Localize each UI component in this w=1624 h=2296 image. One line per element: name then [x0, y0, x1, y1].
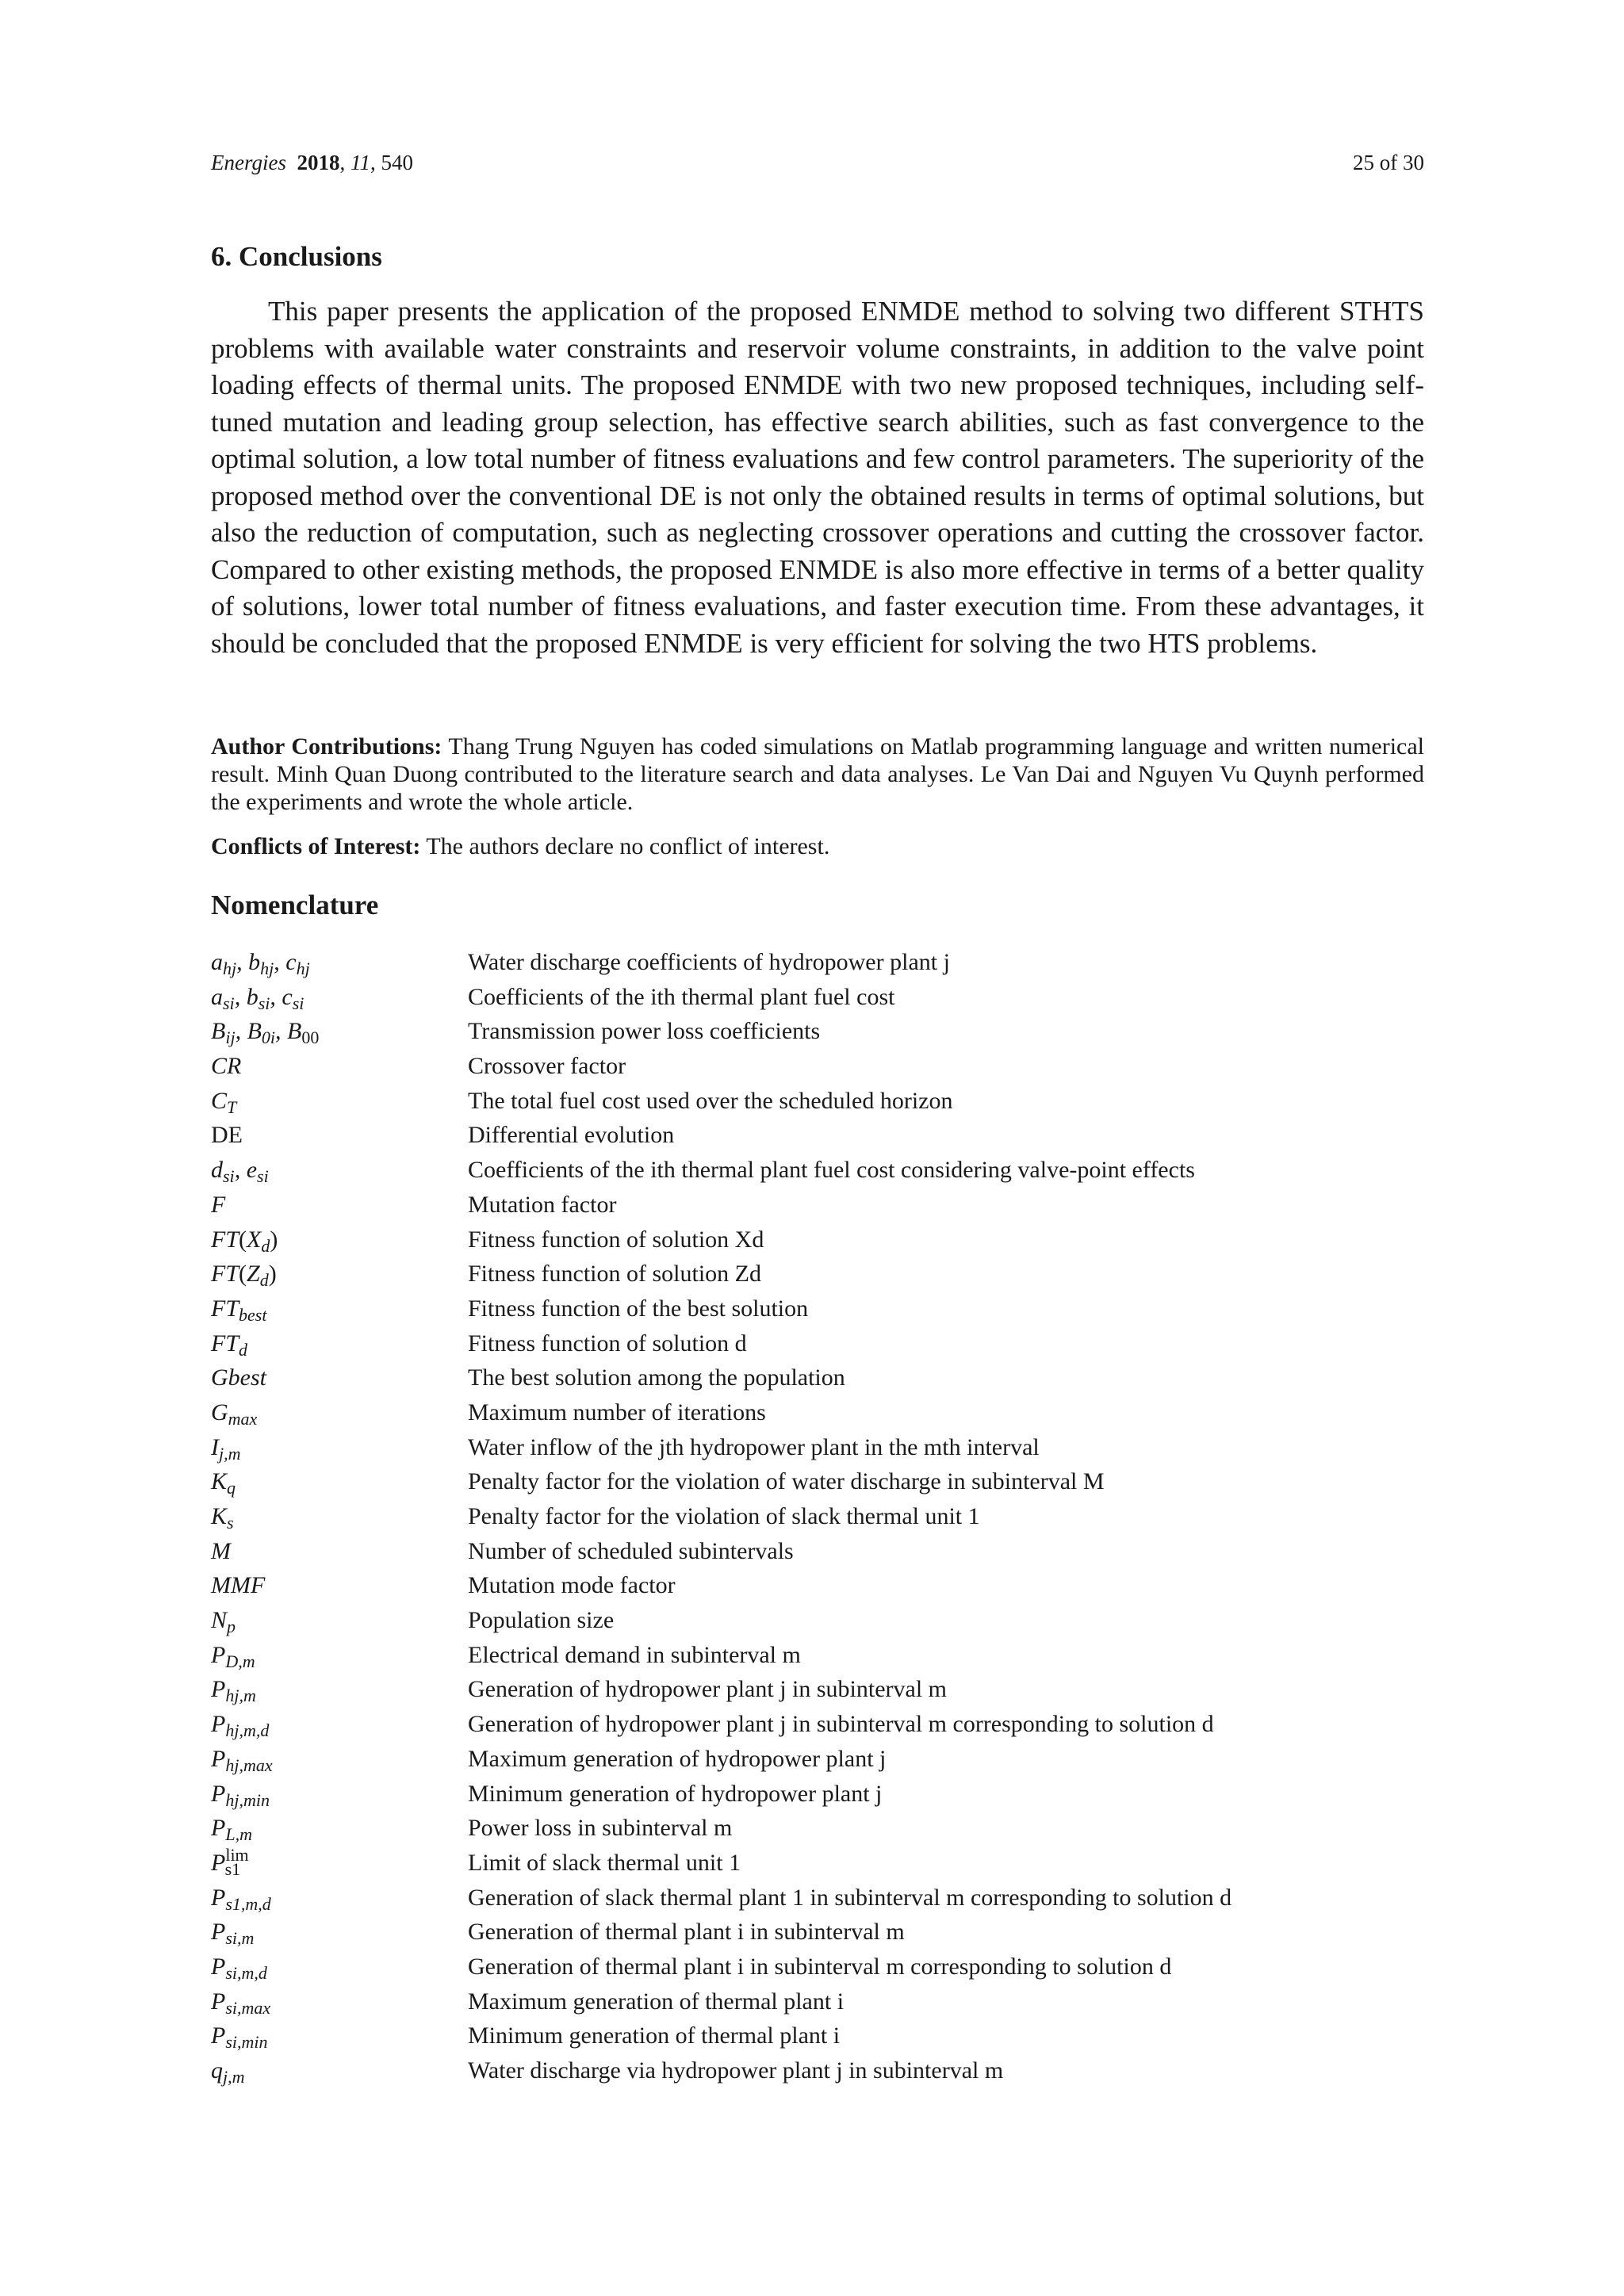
- nomenclature-definition: Crossover factor: [468, 1053, 626, 1080]
- nomenclature-row: [211, 1811, 1424, 1846]
- nomenclature-symbol: $P^{lim}_{s1}$: [211, 1844, 249, 1879]
- nomenclature-row: [211, 1846, 1424, 1881]
- nomenclature-row: [211, 1777, 1424, 1812]
- nomenclature-definition: Generation of hydropower plant j in subinterval m corresponding to solution d: [468, 1711, 1214, 1738]
- page-header: [211, 151, 1424, 182]
- nomenclature-definition: Penalty factor for the violation of water discharge in subinterval M: [468, 1468, 1105, 1495]
- contributions-text: Thang Trung Nguyen has coded simulations on Matlab programming language and written numerical result. Minh Quan Duong contributed to the literature search and data analyses. Le Van Dai and Nguyen Vu Quynh performed the experiments and wrote the whole article.: [211, 733, 1424, 815]
- article-number: 540: [381, 151, 413, 174]
- nomenclature-row: [211, 1395, 1424, 1430]
- nomenclature-row: [211, 1118, 1424, 1153]
- nomenclature-symbol: $C_T$: [211, 1087, 237, 1117]
- nomenclature-symbol: $a_{si}$, $b_{si}$, $c_{si}$: [211, 983, 304, 1013]
- nomenclature-symbol: F: [211, 1191, 226, 1218]
- journal-volume: 11: [350, 151, 370, 174]
- nomenclature-row: [211, 1188, 1424, 1223]
- nomenclature-symbol: $P_{hj,min}$: [211, 1780, 270, 1810]
- nomenclature-symbol: M: [211, 1537, 231, 1564]
- nomenclature-symbol: $P_{s1,m,d}$: [211, 1884, 271, 1914]
- nomenclature-symbol: $K_q$: [211, 1468, 236, 1498]
- nomenclature-symbol: $P_{D,m}$: [211, 1641, 255, 1671]
- section-title: 6. Conclusions: [211, 241, 382, 272]
- nomenclature-row: [211, 1084, 1424, 1119]
- nomenclature-title: Nomenclature: [211, 890, 379, 920]
- nomenclature-row: [211, 1603, 1424, 1638]
- nomenclature-definition: Number of scheduled subintervals: [468, 1537, 794, 1564]
- conclusion-paragraph: This paper presents the application of the proposed ENMDE method to solving two different STHTS problems with available water constraints and reservoir volume constraints, in addition to the valve point loading effects of thermal units. The proposed ENMDE with two new proposed techniques, including self-tuned mutation and leading group selection, has effective search abilities, such as fast convergence to the optimal solution, a low total number of fitness evaluations and few control parameters. The superiority of the proposed method over the conventional DE is not only the obtained results in terms of optimal solutions, but also the reduction of computation, such as neglecting crossover operations and cutting the crossover factor. Compared to other existing methods, the proposed ENMDE is also more effective in terms of a better quality of solutions, lower total number of fitness evaluations, and faster execution time. From these advantages, it should be concluded that the proposed ENMDE is very efficient for solving the two HTS problems.: [211, 296, 1424, 659]
- nomenclature-row: [211, 1534, 1424, 1569]
- journal-year: 2018: [297, 151, 340, 174]
- nomenclature-definition: Water discharge via hydropower plant j in subinterval m: [468, 2057, 1004, 2084]
- nomenclature-row: [211, 1153, 1424, 1188]
- nomenclature-definition: Generation of slack thermal plant 1 in subinterval m corresponding to solution d: [468, 1884, 1232, 1911]
- nomenclature-row: [211, 1881, 1424, 1915]
- nomenclature-definition: Mutation factor: [468, 1191, 617, 1218]
- nomenclature-row: [211, 1672, 1424, 1707]
- nomenclature-definition: Fitness function of solution d: [468, 1330, 747, 1357]
- nomenclature-row: [211, 1742, 1424, 1777]
- nomenclature-symbol: $d_{si}$, $e_{si}$: [211, 1157, 269, 1187]
- nomenclature-definition: The total fuel cost used over the scheduled horizon: [468, 1087, 953, 1114]
- nomenclature-definition: Transmission power loss coefficients: [468, 1018, 821, 1045]
- nomenclature-symbol: MMF: [211, 1572, 266, 1599]
- nomenclature-row: [211, 1499, 1424, 1534]
- nomenclature-symbol: $q_{j,m}$: [211, 2057, 245, 2087]
- nomenclature-symbol: $P_{si,min}$: [211, 2022, 268, 2053]
- nomenclature-row: [211, 1360, 1424, 1395]
- nomenclature-definition: Generation of thermal plant i in subinterval m corresponding to solution d: [468, 1953, 1172, 1980]
- nomenclature-row: [211, 1326, 1424, 1361]
- nomenclature-symbol: $P_{L,m}$: [211, 1815, 252, 1845]
- nomenclature-row: [211, 1464, 1424, 1499]
- nomenclature-row: [211, 1638, 1424, 1673]
- nomenclature-definition: Water inflow of the jth hydropower plant in the mth interval: [468, 1433, 1040, 1460]
- nomenclature-row: [211, 1257, 1424, 1292]
- nomenclature-symbol: $P_{si,max}$: [211, 1988, 271, 2018]
- nomenclature-row: [211, 1014, 1424, 1049]
- nomenclature-row: [211, 980, 1424, 1015]
- nomenclature-row: [211, 1568, 1424, 1603]
- nomenclature-symbol: $FT_{best}$: [211, 1295, 267, 1325]
- nomenclature-symbol: $a_{hj}$, $b_{hj}$, $c_{hj}$: [211, 949, 310, 978]
- nomenclature-row: [211, 1950, 1424, 1984]
- nomenclature-row: [211, 945, 1424, 980]
- nomenclature-definition: Limit of slack thermal unit 1: [468, 1849, 741, 1876]
- nomenclature-definition: Minimum generation of hydropower plant j: [468, 1780, 883, 1807]
- contributions-label: Author Contributions:: [211, 733, 442, 760]
- nomenclature-symbol: $P_{si,m}$: [211, 1919, 255, 1949]
- nomenclature-list: [211, 945, 1424, 2088]
- nomenclature-definition: Fitness function of solution Xd: [468, 1226, 764, 1253]
- nomenclature-definition: Generation of hydropower plant j in subinterval m: [468, 1676, 948, 1703]
- nomenclature-symbol: Gbest: [211, 1364, 266, 1391]
- nomenclature-symbol: $G_{max}$: [211, 1399, 258, 1429]
- nomenclature-symbol: $P_{hj,max}$: [211, 1745, 273, 1775]
- nomenclature-definition: Coefficients of the ith thermal plant fuel cost considering valve-point effects: [468, 1157, 1195, 1184]
- nomenclature-definition: Population size: [468, 1607, 615, 1634]
- nomenclature-symbol: CR: [211, 1053, 242, 1080]
- nomenclature-row: [211, 1984, 1424, 2019]
- conflicts-text: The authors declare no conflict of interest.: [426, 833, 830, 859]
- nomenclature-definition: Maximum generation of hydropower plant j: [468, 1745, 887, 1772]
- nomenclature-symbol: $K_s$: [211, 1503, 234, 1533]
- nomenclature-definition: Minimum generation of thermal plant i: [468, 2022, 841, 2049]
- nomenclature-definition: Electrical demand in subinterval m: [468, 1641, 801, 1668]
- nomenclature-definition: Fitness function of solution Zd: [468, 1261, 761, 1288]
- nomenclature-definition: Coefficients of the ith thermal plant fuel cost: [468, 983, 895, 1010]
- nomenclature-symbol: $FT(Z_d)$: [211, 1261, 277, 1291]
- nomenclature-symbol: $B_{ij}$, $B_{0i}$, $B_{00}$: [211, 1018, 320, 1048]
- nomenclature-definition: Water discharge coefficients of hydropower plant j: [468, 949, 950, 975]
- nomenclature-definition: Mutation mode factor: [468, 1572, 676, 1599]
- nomenclature-row: [211, 1223, 1424, 1257]
- conflicts-of-interest: [211, 832, 1424, 860]
- author-contributions: [211, 733, 1424, 816]
- nomenclature-definition: Maximum number of iterations: [468, 1399, 766, 1425]
- nomenclature-definition: Maximum generation of thermal plant i: [468, 1988, 845, 2015]
- nomenclature-definition: Differential evolution: [468, 1122, 675, 1149]
- nomenclature-row: [211, 1707, 1424, 1742]
- conflicts-label: Conflicts of Interest:: [211, 833, 421, 859]
- nomenclature-symbol: $N_p$: [211, 1607, 236, 1637]
- nomenclature-row: [211, 2019, 1424, 2053]
- nomenclature-symbol: DE: [211, 1122, 243, 1149]
- nomenclature-symbol: $I_{j,m}$: [211, 1433, 241, 1464]
- citation: Energies 2018, 11, 540: [211, 151, 413, 174]
- nomenclature-symbol: $P_{hj,m}$: [211, 1676, 256, 1706]
- nomenclature-row: [211, 1292, 1424, 1326]
- nomenclature-row: [211, 1049, 1424, 1084]
- nomenclature-symbol: $FT_d$: [211, 1330, 248, 1360]
- nomenclature-definition: Power loss in subinterval m: [468, 1815, 733, 1842]
- nomenclature-row: [211, 1430, 1424, 1465]
- page-number: 25 of 30: [1353, 151, 1424, 174]
- journal-name: Energies: [211, 151, 286, 174]
- nomenclature-row: [211, 2053, 1424, 2088]
- nomenclature-row: [211, 1915, 1424, 1950]
- nomenclature-definition: Penalty factor for the violation of slack thermal unit 1: [468, 1503, 980, 1529]
- nomenclature-symbol: $FT(X_d)$: [211, 1226, 278, 1256]
- nomenclature-definition: The best solution among the population: [468, 1364, 845, 1391]
- nomenclature-definition: Generation of thermal plant i in subinterval m: [468, 1919, 905, 1946]
- nomenclature-definition: Fitness function of the best solution: [468, 1295, 809, 1322]
- nomenclature-symbol: $P_{si,m,d}$: [211, 1953, 267, 1983]
- nomenclature-symbol: $P_{hj,m,d}$: [211, 1711, 270, 1741]
